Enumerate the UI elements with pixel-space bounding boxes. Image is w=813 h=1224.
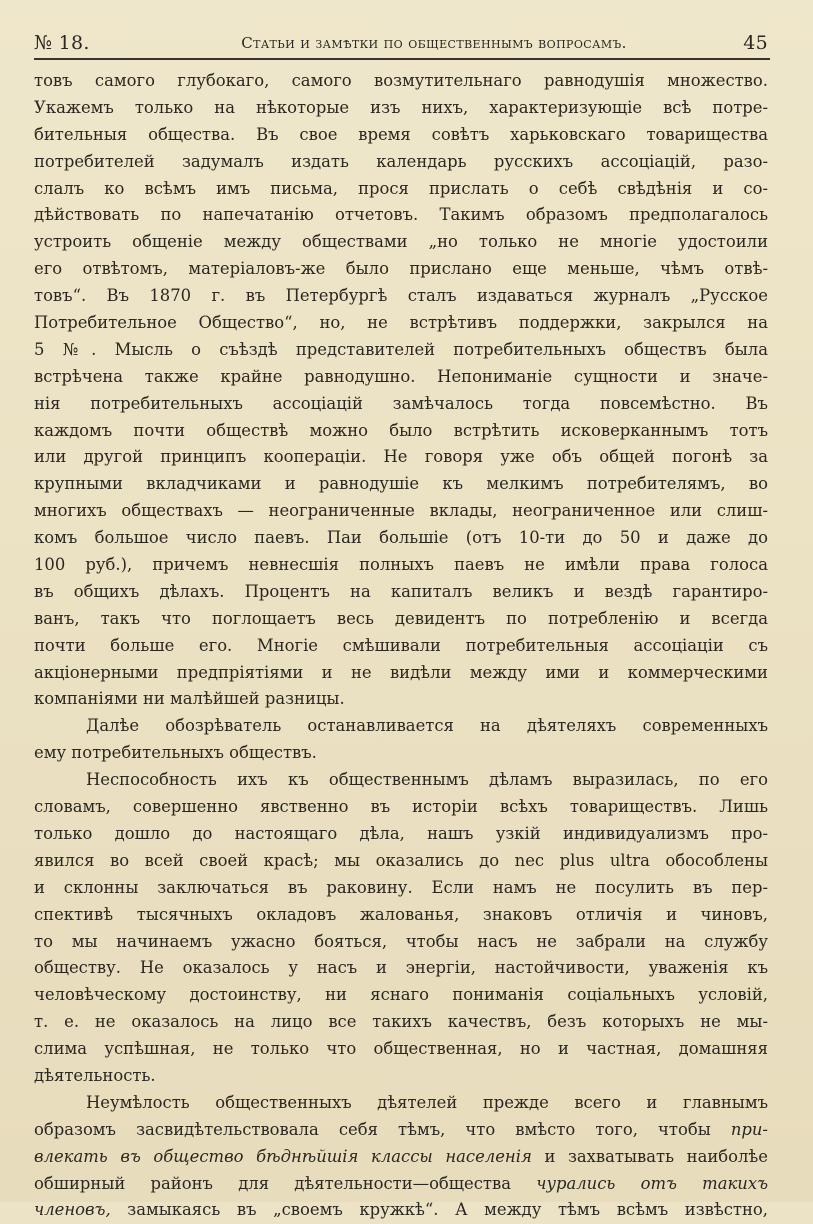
text-line: почти больше его. Многіе смѣшивали потребительныя ассоціаціи съ <box>34 635 768 655</box>
text-line <box>34 1171 768 1198</box>
text-line: потребителей задумалъ издать календарь русскихъ ассоціацій, разо- <box>34 151 768 171</box>
text-line: слалъ ко всѣмъ имъ письма, прося прислать о себѣ свѣдѣнія и со- <box>34 178 768 198</box>
text-segment: образомъ засвидѣтельствовала себя тѣмъ, что вмѣсто того, чтобы <box>34 1119 711 1139</box>
text-line: Укажемъ только на нѣкоторые изъ нихъ, характеризующіе всѣ потре- <box>34 97 768 117</box>
text-line: и склонны заключаться въ раковину. Если намъ не посулить въ пер- <box>34 877 768 897</box>
text-line: каждомъ почти обществѣ можно было встрѣтить исковерканнымъ тотъ <box>34 420 768 440</box>
text-line: дѣйствовать по напечатанію отчетовъ. Такимъ образомъ предполагалось <box>34 205 768 225</box>
text-line: Потребительное Общество“, но, не встрѣтивъ поддержки, закрылся на <box>34 313 768 333</box>
text-line: т. е. не оказалось на лицо все такихъ качествъ, безъ которыхъ не мы- <box>34 1012 768 1032</box>
text-line: ему потребительныхъ обществъ. <box>34 743 317 763</box>
text-line: Далѣе обозрѣватель останавливается на дѣятеляхъ современныхъ <box>86 716 768 736</box>
text-line: ванъ, такъ что поглощаетъ весь девидентъ по потребленію и всегда <box>34 608 768 628</box>
text-segment: обширный районъ для дѣятельности—общества <box>34 1173 511 1193</box>
paragraph-4 <box>34 1090 768 1224</box>
text-line: бительныя общества. Въ свое время совѣтъ харьковскаго товарищества <box>34 124 768 144</box>
issue-number: № 18. <box>34 32 90 54</box>
text-line: въ общихъ дѣлахъ. Процентъ на капиталъ великъ и вездѣ гарантиро- <box>34 581 768 601</box>
text-line: многихъ обществахъ — неограниченные вклады, неограниченное или слиш- <box>34 501 768 521</box>
header-rule <box>34 58 770 60</box>
text-line: компаніями ни малѣйшей разницы. <box>34 689 345 709</box>
text-line: товъ“. Въ 1870 г. въ Петербургѣ сталъ издаваться журналъ „Русское <box>34 286 768 306</box>
text-line: дѣятельность. <box>34 1065 156 1085</box>
text-line: устроить общеніе между обществами „но только не многіе удостоили <box>34 232 768 252</box>
text-line <box>34 1117 768 1144</box>
text-line: то мы начинаемъ ужасно бояться, чтобы насъ не забрали на службу <box>34 931 768 951</box>
running-title: Статьи и замѣтки по общественнымъ вопросамъ. <box>241 34 627 52</box>
text-line: явился во всей своей красѣ; мы оказались до nec plus ultra обособлены <box>34 850 768 870</box>
text-line: 5 №. Мысль о съѣздѣ представителей потребительныхъ обществъ была <box>34 339 768 359</box>
italic-text: чурались отъ такихъ <box>536 1173 768 1193</box>
text-line: словамъ, совершенно явственно въ исторіи всѣхъ товариществъ. Лишь <box>34 797 768 817</box>
text-line: крупными вкладчиками и равнодушіе къ мелкимъ потребителямъ, во <box>34 474 768 494</box>
text-line: товъ самого глубокаго, самого возмутительнаго равнодушія множество. <box>34 71 768 90</box>
text-line: или другой принципъ кооперацiи. Не говоря уже объ общей погонѣ за <box>34 447 768 467</box>
text-line: только дошло до настоящаго дѣла, нашъ узкій индивидуализмъ про- <box>34 823 768 843</box>
text-line: 100 руб.), причемъ невнесшія полныхъ паевъ не имѣли права голоса <box>34 555 768 575</box>
paragraph-2 <box>34 713 768 767</box>
text-line: человѣческому достоинству, ни яснаго пониманія соціальныхъ условій, <box>34 985 768 1005</box>
text-line: акціонерными предпріятіями и не видѣли между ими и коммерческими <box>34 662 768 682</box>
paragraph-1 <box>34 68 768 713</box>
page-number: 45 <box>743 32 768 54</box>
text-line <box>34 1144 768 1171</box>
text-line: обществу. Не оказалось у насъ и энергіи, настойчивости, уваженія къ <box>34 958 768 978</box>
text-segment: замыкаясь въ „своемъ кружкѣ“. А между тѣмъ всѣмъ извѣстно, <box>127 1200 769 1220</box>
italic-text: влекать въ общество бѣднѣйшія классы населенія <box>34 1146 532 1166</box>
text-line: его отвѣтомъ, матеріаловъ-же было прислано еще меньше, чѣмъ отвѣ- <box>34 259 768 279</box>
italic-text: членовъ, <box>34 1200 111 1220</box>
text-line <box>34 1197 768 1224</box>
text-line: встрѣчена также крайне равнодушно. Непониманіе сущности и значе- <box>34 366 768 386</box>
text-line: Неспособность ихъ къ общественнымъ дѣламъ выразилась, по его <box>86 770 768 790</box>
text-segment: и захватывать наиболѣе <box>544 1146 768 1166</box>
paragraph-3 <box>34 767 768 1090</box>
text-line: спективѣ тысячныхъ окладовъ жалованья, знаковъ отличія и чиновъ, <box>34 904 768 924</box>
text-line: Неумѣлость общественныхъ дѣятелей прежде всего и главнымъ <box>86 1092 768 1112</box>
text-line: комъ большое число паевъ. Паи большіе (отъ 10-ти до 50 и даже до <box>34 528 768 548</box>
article-body <box>34 68 768 1224</box>
text-line: слима успѣшная, не только что общественная, но и частная, домашняя <box>34 1039 768 1059</box>
text-line: нія потребительныхъ ассоціацій замѣчалось тогда повсемѣстно. Въ <box>34 393 768 413</box>
italic-text: при- <box>730 1119 768 1139</box>
running-header <box>34 26 768 66</box>
